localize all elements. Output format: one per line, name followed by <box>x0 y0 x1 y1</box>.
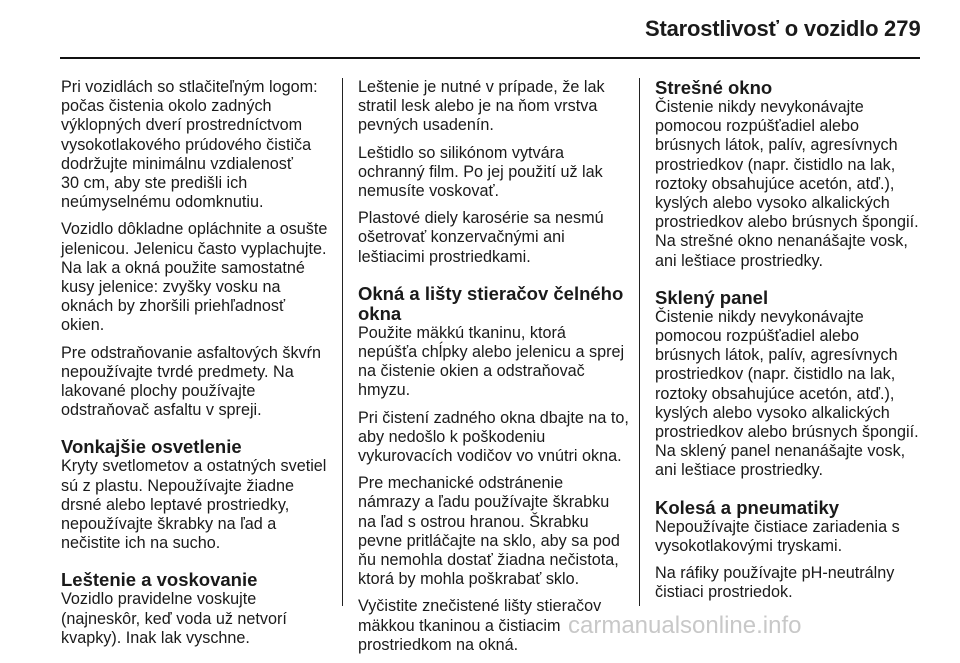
text-line: Na sklený panel nenanášajte vosk, <box>655 442 906 461</box>
paragraph <box>358 409 630 467</box>
text-line: roztoky obsahujúce acetón, atď.), <box>655 174 895 193</box>
text-line: drsné alebo leptavé prostriedky, <box>61 495 290 514</box>
text-line: nemusíte voskovať. <box>358 182 500 201</box>
paragraph <box>655 308 927 481</box>
text-line: ňu nemohla dostať žiadna nečistota, <box>358 551 619 570</box>
paragraph <box>61 78 331 212</box>
text-line: oknách by zhoršili priehľadnosť <box>61 297 286 316</box>
text-line: vysokotlakového prúdového čističa <box>61 135 312 154</box>
text-line: námrazy a ľadu používajte škrabku <box>358 493 610 512</box>
text-line: vykurovacích vodičov vo vnútri okna. <box>358 447 622 466</box>
text-line: Vyčistite znečistené lišty stieračov <box>358 597 602 616</box>
column-divider <box>639 78 640 606</box>
text-line: Pri čistení zadného okna dbajte na to, <box>358 408 629 427</box>
text-column-1 <box>61 78 331 656</box>
heading-line: okna <box>358 302 402 324</box>
text-line: Čistenie nikdy nevykonávajte <box>655 307 864 326</box>
section-heading <box>358 284 630 324</box>
section-heading: Vonkajšie osvetlenie <box>61 436 242 458</box>
text-line: sú z plastu. Nepoužívajte žiadne <box>61 476 295 495</box>
paragraph <box>655 518 927 556</box>
text-line: hmyzu. <box>358 381 411 400</box>
text-line: pevných usadenín. <box>358 116 494 135</box>
text-column-3 <box>655 78 927 610</box>
text-line: odstraňovač asfaltu v spreji. <box>61 401 262 420</box>
text-line: Plastové diely karosérie sa nesmú <box>358 209 604 228</box>
text-line: Použite mäkkú tkaninu, ktorá <box>358 323 566 342</box>
paragraph <box>655 98 927 271</box>
text-line: dodržujte minimálnu vzdialenosť <box>61 154 293 173</box>
text-line: prostriedkov alebo brúsnych špongií. <box>655 213 919 232</box>
text-line: prostriedkov alebo brúsnych špongií. <box>655 423 919 442</box>
text-line: Nepoužívajte čistiace zariadenia s <box>655 517 900 536</box>
text-line: kusy jelenice: zvyšky vosku na <box>61 278 281 297</box>
text-line: ani leštiace prostriedky. <box>655 461 823 480</box>
text-line: brúsnych látok, palív, agresívnych <box>655 346 898 365</box>
text-line: nepoužívajte škrabky na ľad a <box>61 515 277 534</box>
text-line: prostriedkov (napr. čistidlo na lak, <box>655 365 896 384</box>
text-line: vysokotlakovými tryskami. <box>655 536 843 555</box>
paragraph <box>61 457 331 553</box>
page-number: 279 <box>884 16 921 41</box>
text-line: kvapky). Inak lak vyschne. <box>61 628 250 647</box>
text-line: pomocou rozpúšťadiel alebo <box>655 327 860 346</box>
text-line: Leštenie je nutné v prípade, že lak <box>358 78 605 96</box>
text-line: neúmyselnému odomknutiu. <box>61 193 264 212</box>
text-line: nepúšťa chĺpky alebo jelenicu a sprej <box>358 343 625 362</box>
text-line: čistiaci prostriedok. <box>655 583 793 602</box>
text-line: Na strešné okno nenanášajte vosk, <box>655 232 908 251</box>
paragraph <box>358 144 630 202</box>
section-heading: Kolesá a pneumatiky <box>655 496 840 518</box>
paragraph <box>358 324 630 401</box>
text-line: Vozidlo pravidelne voskujte <box>61 590 257 609</box>
text-line: lakované plochy používajte <box>61 382 256 401</box>
section-title: Starostlivosť o vozidlo <box>645 16 879 41</box>
text-line: mäkkou tkaninou a čistiacim <box>358 616 561 635</box>
paragraph <box>358 474 630 589</box>
text-line: Leštidlo so silikónom vytvára <box>358 143 565 162</box>
text-line: prostriedkov (napr. čistidlo na lak, <box>655 155 896 174</box>
text-line: kyslých alebo vysoko alkalických <box>655 403 890 422</box>
text-line: pevne pritláčajte na sklo, aby sa pod <box>358 531 620 550</box>
text-line: prostriedkom na okná. <box>358 635 519 654</box>
text-line: okien. <box>61 316 105 335</box>
paragraph <box>61 344 331 421</box>
text-line: Pre mechanické odstránenie <box>358 474 564 493</box>
text-line: ani leštiace prostriedky. <box>655 251 823 270</box>
column-divider <box>342 78 343 606</box>
text-line: leštiacimi prostriedkami. <box>358 247 531 266</box>
text-line: roztoky obsahujúce acetón, atď.), <box>655 384 895 403</box>
text-line: ktorá by mohla poškrabať sklo. <box>358 570 580 589</box>
text-line: kyslých alebo vysoko alkalických <box>655 194 890 213</box>
section-heading: Strešné okno <box>655 77 773 98</box>
text-line: Na lak a okná použite samostatné <box>61 258 305 277</box>
text-line: aby nedošlo k poškodeniu <box>358 427 546 446</box>
paragraph <box>655 564 927 602</box>
text-line: stratil lesk alebo je na ňom vrstva <box>358 97 598 116</box>
text-line: Na ráfiky používajte pH-neutrálny <box>655 564 895 583</box>
text-line: nečistite ich na sucho. <box>61 534 221 553</box>
paragraph <box>358 78 630 136</box>
text-line: Kryty svetlometov a ostatných svetiel <box>61 457 327 476</box>
text-line: na čistenie okien a odstraňovač <box>358 362 585 381</box>
text-line: Pri vozidlách so stlačiteľným logom: <box>61 78 318 96</box>
text-line: Vozidlo dôkladne opláchnite a osušte <box>61 220 328 239</box>
heading-line: Okná a lišty stieračov čelného <box>358 282 624 304</box>
header-divider <box>60 57 920 59</box>
text-line: výklopných dverí prostredníctvom <box>61 116 303 135</box>
text-line: pomocou rozpúšťadiel alebo <box>655 117 860 136</box>
text-column-2 <box>358 78 630 663</box>
paragraph <box>358 209 630 267</box>
text-line: 30 cm, aby ste predišli ich <box>61 174 248 193</box>
text-line: nepoužívajte tvrdé predmety. Na <box>61 362 294 381</box>
text-line: Čistenie nikdy nevykonávajte <box>655 98 864 116</box>
text-line: ošetrovať konzervačnými ani <box>358 228 565 247</box>
watermark-text: carmanualsonline.info <box>568 612 802 639</box>
text-line: (najneskôr, keď voda už netvorí <box>61 609 287 628</box>
text-line: ochranný film. Po jej použití už lak <box>358 162 603 181</box>
text-line: jelenicou. Jelenicu často vyplachujte. <box>61 239 327 258</box>
section-heading: Leštenie a voskovanie <box>61 569 258 591</box>
text-line: počas čistenia okolo zadných <box>61 97 272 116</box>
paragraph <box>61 220 331 335</box>
text-line: Pre odstraňovanie asfaltových škvŕn <box>61 343 322 362</box>
text-line: na ľad s ostrou hranou. Škrabku <box>358 512 589 531</box>
paragraph <box>61 590 331 648</box>
text-line: brúsnych látok, palív, agresívnych <box>655 136 898 155</box>
section-heading: Sklený panel <box>655 286 769 308</box>
